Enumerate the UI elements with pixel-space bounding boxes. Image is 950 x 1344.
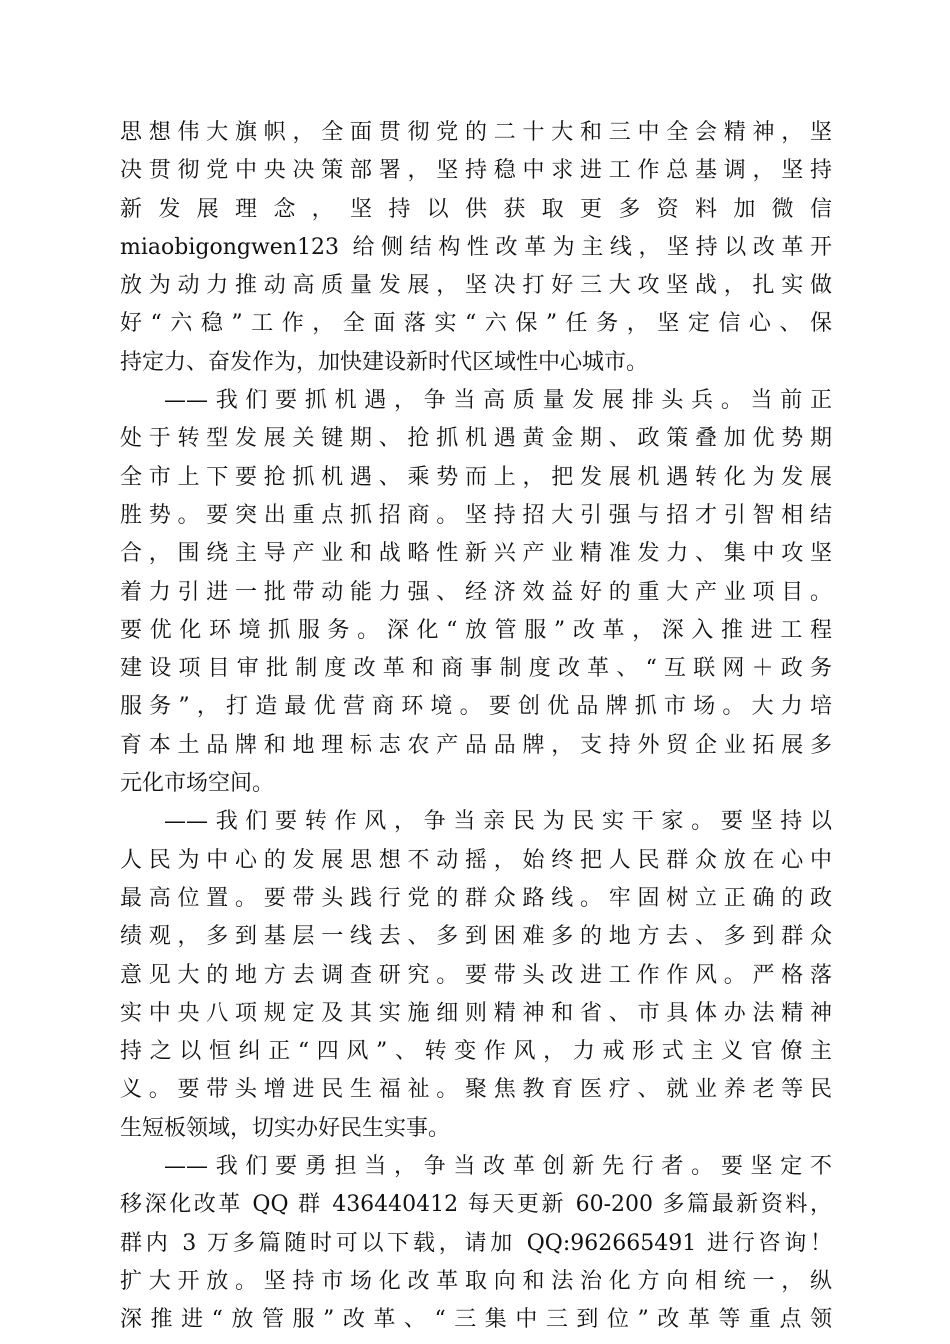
text-line: 人民为中心的发展思想不动摇，始终把人民群众放在心中 xyxy=(120,847,832,873)
text-line: 育本土品牌和地理标志农产品品牌，支持外贸企业拓展多 xyxy=(120,732,832,758)
text-line: 生短板领域，切实办好民生实事。 xyxy=(120,1115,451,1141)
text-line: 胜势。要突出重点抓招商。坚持招大引强与招才引智相结 xyxy=(120,502,832,528)
text-line: 群内 3 万多篇随时可以下载，请加 QQ:962665491 进行咨询！ xyxy=(120,1230,832,1256)
text-line: 建设项目审批制度改革和商事制度改革、“互联网＋政务 xyxy=(120,656,832,682)
text-line: 移深化改革 QQ 群 436440412 每天更新 60-200 多篇最新资料， xyxy=(120,1192,832,1218)
paragraph-first-line: ——我们要抓机遇，争当高质量发展排头兵。当前正 xyxy=(164,388,832,414)
text-line: 深推进“放管服”改革、“三集中三到位”改革等重点领 xyxy=(120,1307,832,1333)
body-text xyxy=(120,114,832,1340)
text-line: 持之以恒纠正“四风”、转变作风，力戒形式主义官僚主 xyxy=(120,1039,832,1065)
text-line: 绩观，多到基层一线去、多到困难多的地方去、多到群众 xyxy=(120,924,832,950)
text-line: 义。要带头增进民生福祉。聚焦教育医疗、就业养老等民 xyxy=(120,1077,832,1103)
text-line: 要优化环境抓服务。深化“放管服”改革，深入推进工程 xyxy=(120,617,832,643)
text-line: 意见大的地方去调查研究。要带头改进工作作风。严格落 xyxy=(120,962,832,988)
text-line: 放为动力推动高质量发展，坚决打好三大攻坚战，扎实做 xyxy=(120,273,832,299)
paragraph-first-line: ——我们要勇担当，争当改革创新先行者。要坚定不 xyxy=(164,1154,832,1180)
text-line: 着力引进一批带动能力强、经济效益好的重大产业项目。 xyxy=(120,579,832,605)
text-line: 合，围绕主导产业和战略性新兴产业精准发力、集中攻坚 xyxy=(120,541,832,567)
text-line: 思想伟大旗帜，全面贯彻党的二十大和三中全会精神，坚 xyxy=(120,120,832,145)
text-line: 处于转型发展关键期、抢抓机遇黄金期、政策叠加优势期 xyxy=(120,426,832,452)
text-line: 决贯彻党中央决策部署，坚持稳中求进工作总基调，坚持 xyxy=(120,158,832,184)
text-line: 最高位置。要带头践行党的群众路线。牢固树立正确的政 xyxy=(120,885,832,911)
text-line: 持定力、奋发作为，加快建设新时代区域性中心城市。 xyxy=(120,349,649,375)
text-line: 好“六稳”工作，全面落实“六保”任务，坚定信心、保 xyxy=(120,311,832,337)
text-line: 全市上下要抢抓机遇、乘势而上，把发展机遇转化为发展 xyxy=(120,464,832,490)
paragraph-first-line: ——我们要转作风，争当亲民为民实干家。要坚持以 xyxy=(164,809,832,835)
text-line: 实中央八项规定及其实施细则精神和省、市具体办法精神 xyxy=(120,1000,832,1026)
text-line: miaobigongwen123 给侧结构性改革为主线，坚持以改革开 xyxy=(120,234,832,260)
text-line: 服务”，打造最优营商环境。要创优品牌抓市场。大力培 xyxy=(120,694,832,720)
text-line: 新 发 展 理 念 ， 坚 持 以 供 获 取 更 多 资 料 加 微 信 xyxy=(120,196,832,222)
text-line: 元化市场空间。 xyxy=(120,771,275,797)
text-line: 扩大开放。坚持市场化改革取向和法治化方向相统一，纵 xyxy=(120,1268,832,1294)
